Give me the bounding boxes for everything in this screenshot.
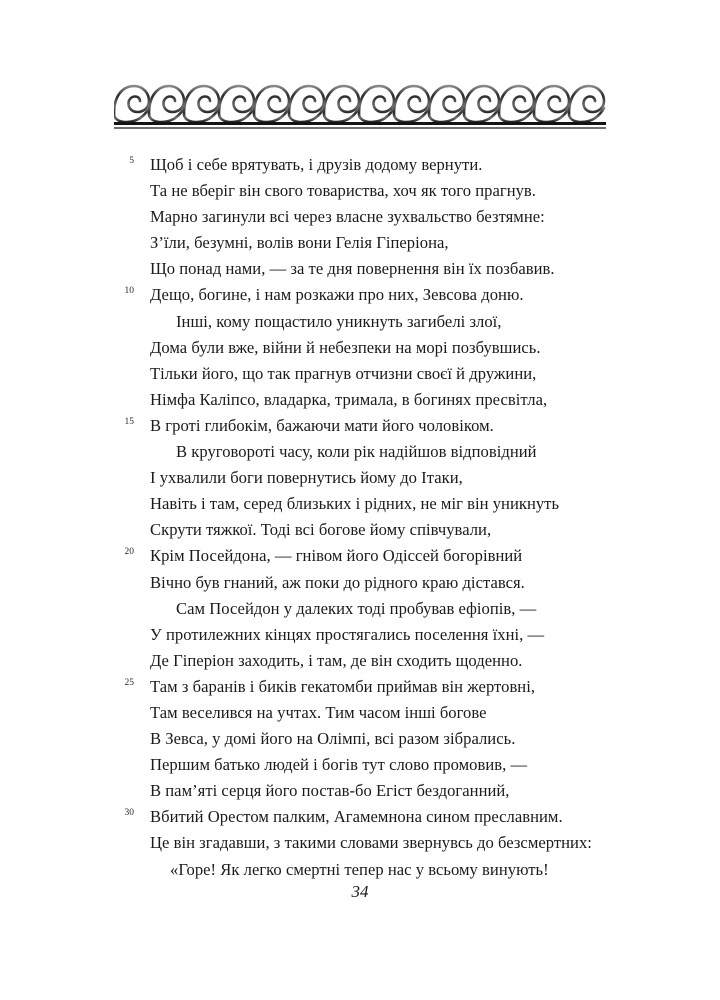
- verse-line: [0, 752, 720, 778]
- line-number: 5: [129, 156, 134, 166]
- verse-line: [0, 804, 720, 830]
- verse-line-text: Інші, кому пощастило уникнуть загибелі злої,: [176, 311, 502, 331]
- verse-line-text: Сам Посейдон у далеких тоді пробував ефіопів, —: [176, 598, 537, 618]
- verse-line-text: Марно загинули всі через власне зухвальство безтямне:: [150, 207, 545, 227]
- verse-line-text: І ухвалили боги повернутись йому до Ітаки,: [150, 468, 463, 488]
- verse-line-text: З’їли, безумні, волів вони Гелія Гіперіона,: [150, 233, 449, 253]
- verse-line-text: Скрути тяжкої. Тоді всі богове йому співчували,: [150, 520, 492, 540]
- verse-line: [0, 439, 720, 465]
- verse-line-text: В пам’яті серця його постав-бо Егіст бездоганний,: [150, 781, 510, 801]
- verse-line: [0, 596, 720, 622]
- verse-line: [0, 491, 720, 517]
- verse-line-text: Крім Посейдона, — гнівом його Одіссей богорівний: [150, 546, 523, 566]
- verse-line: [0, 178, 720, 204]
- verse-line-text: «Горе! Як легко смертні тепер нас у всьому винують!: [170, 859, 549, 879]
- verse-line-text: Навіть і там, серед близьких і рідних, не міг він уникнуть: [150, 494, 560, 514]
- verse-line-text: В Зевса, у домі його на Олімпі, всі разом зібрались.: [150, 729, 516, 749]
- verse-line: [0, 204, 720, 230]
- verse-line: [0, 830, 720, 856]
- verse-line-text: Там веселився на учтах. Тим часом інші богове: [150, 702, 487, 722]
- verse-line-text: Де Гіперіон заходить, і там, де він сходить щоденно.: [150, 650, 523, 670]
- verse-line: [0, 570, 720, 596]
- verse-line-text: Першим батько людей і богів тут слово промовив, —: [150, 755, 528, 775]
- line-number: 30: [124, 808, 134, 819]
- verse-line: [0, 674, 720, 700]
- verse-line: [0, 152, 720, 178]
- verse-line: [0, 726, 720, 752]
- verse-line: [0, 230, 720, 256]
- chapter-ornament-header: [114, 84, 606, 136]
- verse-line: [0, 256, 720, 282]
- verse-line: [0, 778, 720, 804]
- verse-line-text: Вбитий Орестом палким, Агамемнона сином преславним.: [150, 807, 563, 827]
- verse-line: [0, 465, 720, 491]
- verse-line-text: Та не вберіг він свого товариства, хоч як того прагнув.: [150, 181, 536, 201]
- verse-line: [0, 517, 720, 543]
- verse-line-text: Вічно був гнаний, аж поки до рідного краю дістався.: [150, 572, 525, 592]
- verse-line: [0, 361, 720, 387]
- line-number: 10: [124, 286, 134, 297]
- verse-line-text: В гроті глибокім, бажаючи мати його чоловіком.: [150, 415, 494, 435]
- verse-line-text: У протилежних кінцях простягались поселення їхні, —: [150, 624, 545, 644]
- verse-line: [0, 413, 720, 439]
- verse-line-text: Тільки його, що так прагнув отчизни своєї й дружини,: [150, 363, 537, 383]
- verse-line: [0, 857, 720, 883]
- verse-line: [0, 700, 720, 726]
- verse-line-text: Це він згадавши, з такими словами звернувсь до безсмертних:: [150, 833, 592, 853]
- verse-line: [0, 335, 720, 361]
- greek-wave-spiral-icon: [114, 84, 606, 124]
- verse-line: [0, 387, 720, 413]
- verse-line: [0, 282, 720, 308]
- verse-line-text: Дома були вже, війни й небезпеки на морі позбувшись.: [150, 337, 541, 357]
- verse-body: [0, 152, 720, 883]
- line-number: 20: [124, 547, 134, 558]
- ornament-double-rule: [114, 122, 606, 129]
- line-number: 15: [124, 416, 134, 427]
- verse-line-text: Щоб і себе врятувать, і друзів додому вернути.: [150, 155, 483, 174]
- verse-line-text: Дещо, богине, і нам розкажи про них, Зевсова доню.: [150, 285, 524, 305]
- verse-line: [0, 622, 720, 648]
- line-number: 25: [124, 677, 134, 688]
- verse-line: [0, 543, 720, 569]
- verse-line-text: Що понад нами, — за те дня повернення він їх позбавив.: [150, 259, 555, 279]
- page-number: 34: [351, 882, 369, 901]
- verse-line-text: Там з баранів і биків гекатомби приймав він жертовні,: [150, 676, 536, 696]
- verse-line: [0, 309, 720, 335]
- verse-line-text: В круговороті часу, коли рік надійшов відповідний: [176, 442, 537, 462]
- verse-line-text: Німфа Каліпсо, владарка, тримала, в богинях пресвітла,: [150, 389, 548, 409]
- rule-thin: [114, 127, 606, 129]
- verse-line: [0, 648, 720, 674]
